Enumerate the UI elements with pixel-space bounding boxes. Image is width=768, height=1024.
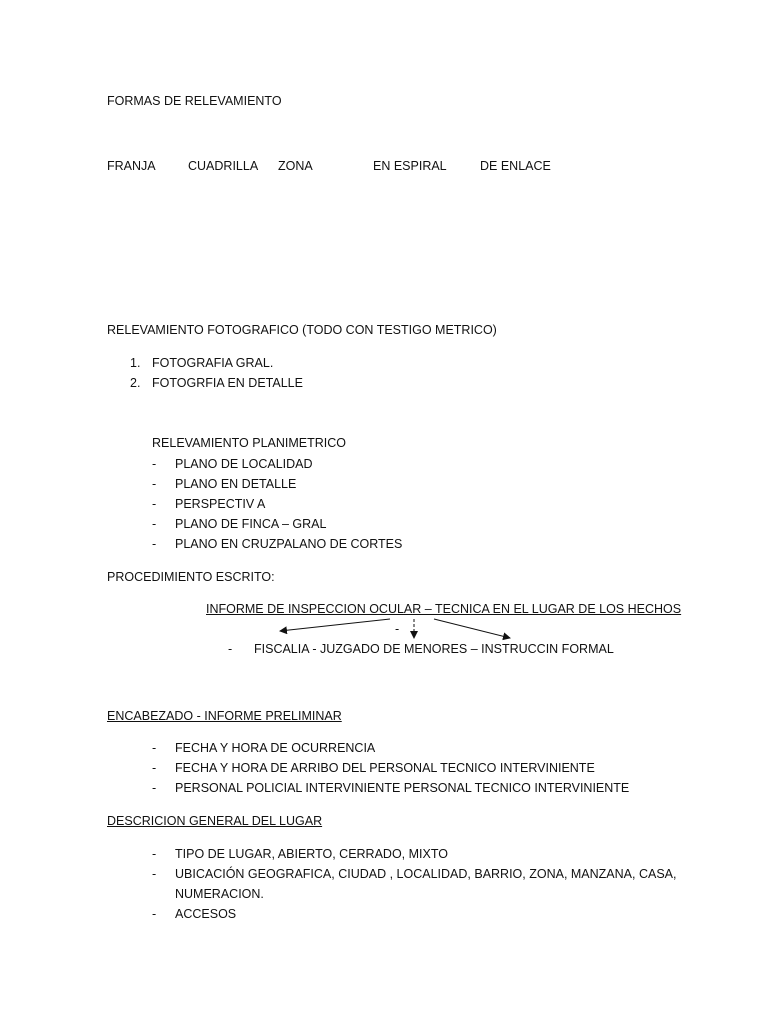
bullet-dash: - [152, 907, 157, 921]
bullet-dash: - [152, 537, 157, 551]
descripcion-item: TIPO DE LUGAR, ABIERTO, CERRADO, MIXTO [175, 847, 448, 861]
foto-item: FOTOGRAFIA GRAL. [152, 356, 274, 370]
bullet-dash: - [152, 761, 157, 775]
forma-cuadrilla: CUADRILLA [188, 159, 259, 173]
proc-heading: PROCEDIMIENTO ESCRITO: [107, 570, 275, 584]
foto-item-number: 2. [130, 376, 141, 390]
descripcion-item: UBICACIÓN GEOGRAFICA, CIUDAD , LOCALIDAD, BARRIO, ZONA, MANZANA, CASA, [175, 867, 677, 881]
bullet-dash: - [152, 497, 157, 511]
forma-de-enlace: DE ENLACE [480, 159, 551, 173]
foto-item-number: 1. [130, 356, 141, 370]
bullet-dash: - [228, 642, 233, 656]
plan-item: PLANO DE FINCA – GRAL [175, 517, 327, 531]
foto-item: FOTOGRFIA EN DETALLE [152, 376, 303, 390]
plan-heading: RELEVAMIENTO PLANIMETRICO [152, 436, 347, 450]
plan-item: PERSPECTIV A [175, 497, 266, 511]
forma-franja: FRANJA [107, 159, 156, 173]
plan-item: PLANO DE LOCALIDAD [175, 457, 313, 471]
arrow-left [280, 619, 390, 631]
encabezado-item: FECHA Y HORA DE OCURRENCIA [175, 741, 376, 755]
bullet-dash: - [152, 781, 157, 795]
bullet-dash: - [152, 517, 157, 531]
forma-zona: ZONA [278, 159, 313, 173]
forma-en-espiral: EN ESPIRAL [373, 159, 447, 173]
encabezado-item: FECHA Y HORA DE ARRIBO DEL PERSONAL TECNICO INTERVINIENTE [175, 761, 595, 775]
descripcion-item: ACCESOS [175, 907, 237, 921]
informe-title: INFORME DE INSPECCION OCULAR – TECNICA EN EL LUGAR DE LOS HECHOS [206, 602, 682, 616]
encabezado-heading: ENCABEZADO - INFORME PRELIMINAR [107, 709, 342, 723]
mid-dash: - [395, 622, 400, 636]
destinos-line: FISCALIA - JUZGADO DE MENORES – INSTRUCCIN FORMAL [254, 642, 614, 656]
encabezado-item: PERSONAL POLICIAL INTERVINIENTE PERSONAL TECNICO INTERVINIENTE [175, 781, 630, 795]
bullet-dash: - [152, 847, 157, 861]
bullet-dash: - [152, 867, 157, 881]
page-title: FORMAS DE RELEVAMIENTO [107, 94, 282, 108]
plan-item: PLANO EN CRUZPALANO DE CORTES [175, 537, 403, 551]
plan-item: PLANO EN DETALLE [175, 477, 297, 491]
foto-heading: RELEVAMIENTO FOTOGRAFICO (TODO CON TESTIGO METRICO) [107, 323, 497, 337]
arrow-right [434, 619, 510, 638]
bullet-dash: - [152, 457, 157, 471]
bullet-dash: - [152, 741, 157, 755]
descripcion-heading: DESCRICION GENERAL DEL LUGAR [107, 814, 323, 828]
bullet-dash: - [152, 477, 157, 491]
descripcion-item-continuation: NUMERACION. [175, 887, 264, 901]
